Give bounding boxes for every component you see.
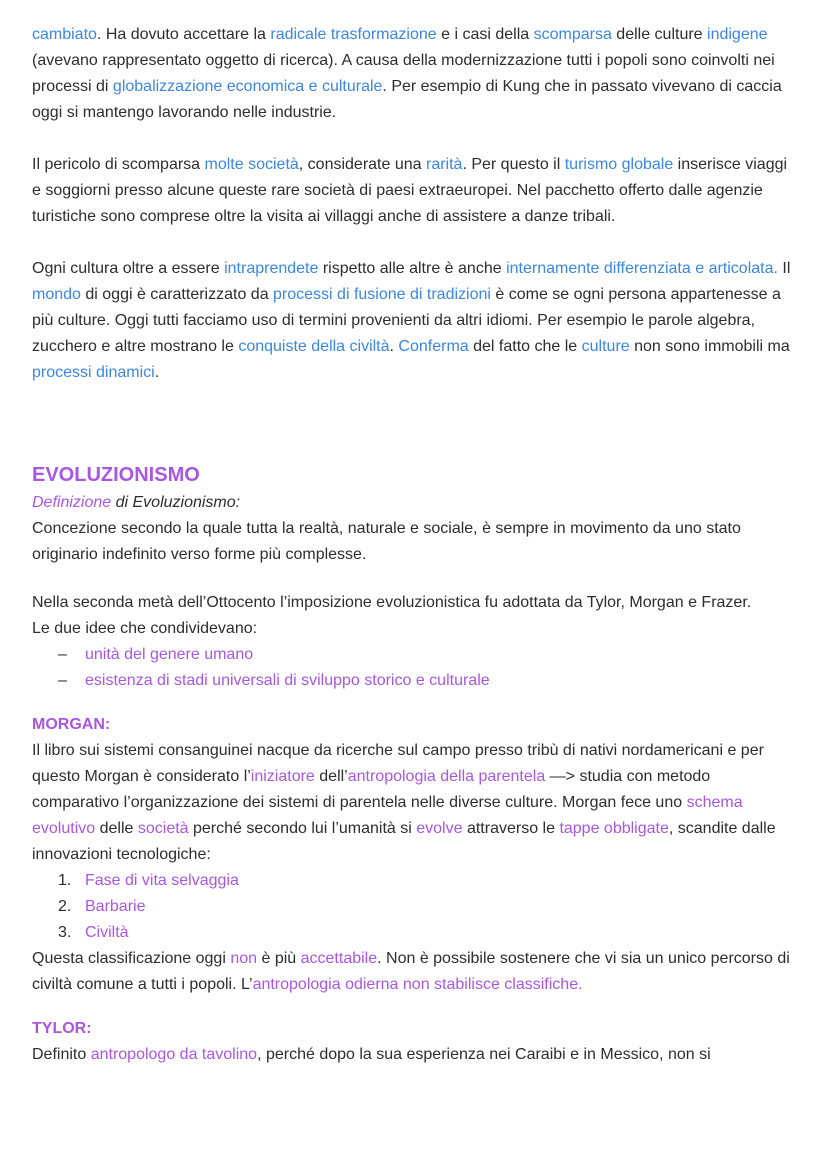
- paragraph-morgan: Il libro sui sistemi consanguinei nacque da ricerche sul campo presso tribù di nativi nordamericani e per questo Morgan è considerato l’iniziatore dell’antropologia della parentela —> studia con metodo comparativo l’organizzazione dei sistemi di parentela nelle diverse culture. Morgan fece uno schema evolutivo delle società perché secondo lui l’umanità si evolve attraverso le tappe obbligate, scandite dalle innovazioni tecnologiche:: [32, 742, 776, 863]
- paragraph-spacer: [32, 568, 796, 590]
- paragraph-ottocento: Nella seconda metà dell’Ottocento l’imposizione evoluzionistica fu adottata da Tylor, Morgan e Frazer.: [32, 594, 752, 611]
- list-item-text: Fase di vita selvaggia: [85, 872, 239, 889]
- paragraph-spacer: [32, 126, 796, 152]
- paragraph-disappearing-societies: Il pericolo di scomparsa molte società, considerate una rarità. Per questo il turismo globale inserisce viaggi e soggiorni presso alcune queste rare società di paesi extraeuropei. Nel pacchetto offerto dalle agenzie turistiche sono comprese oltre la visita ai villaggi anche di assistere a danze tribali.: [32, 156, 788, 225]
- paragraph-spacer: [32, 230, 796, 256]
- definition-body: Concezione secondo la quale tutta la realtà, naturale e sociale, è sempre in movimento da uno stato originario indefinito verso forme più complesse.: [32, 520, 741, 563]
- paragraph-internal-differentiation: Ogni cultura oltre a essere intraprendete rispetto alle altre è anche internamente differenziata e articolata. Il mondo di oggi è caratterizzato da processi di fusione di tradizioni è come se ogni persona appartenesse a più culture. Oggi tutti facciamo uso di termini provenienti da altri idiomi. Per esempio le parole algebra, zucchero e altre mostrano le conquiste della civiltà. Conferma del fatto che le culture non sono immobili ma processi dinamici.: [32, 260, 791, 381]
- list-item-text: esistenza di stadi universali di sviluppo storico e culturale: [85, 672, 490, 689]
- list-item-barbarie: [32, 894, 796, 920]
- dash-bullet: –: [58, 646, 67, 663]
- subheading-morgan: MORGAN:: [32, 716, 111, 733]
- definition-label-line: Definizione di Evoluzionismo:: [32, 494, 241, 511]
- paragraph-tylor: Definito antropologo da tavolino, perché dopo la sua esperienza nei Caraibi e in Messico, non si: [32, 1046, 711, 1063]
- dash-bullet: –: [58, 672, 67, 689]
- subheading-tylor: TYLOR:: [32, 1020, 92, 1037]
- list-item-stadi-universali: [32, 668, 796, 694]
- list-item-text: unità del genere umano: [85, 646, 254, 663]
- section-spacer: [32, 386, 796, 460]
- list-item-text: Civiltà: [85, 924, 129, 941]
- list-item-text: Barbarie: [85, 898, 146, 915]
- number-bullet: 1.: [58, 872, 72, 889]
- line-due-idee: Le due idee che condividevano:: [32, 620, 258, 637]
- list-item-fase-vita-selvaggia: [32, 868, 796, 894]
- section-heading-evoluzionismo: EVOLUZIONISMO: [32, 464, 200, 486]
- paragraph-classificazione: Questa classificazione oggi non è più accettabile. Non è possibile sostenere che vi sia un unico percorso di civiltà comune a tutti i popoli. L’antropologia odierna non stabilisce classifiche.: [32, 950, 790, 993]
- section-spacer: [32, 998, 796, 1016]
- paragraph-culture-change: cambiato. Ha dovuto accettare la radicale trasformazione e i casi della scomparsa delle culture indigene (avevano rappresentato oggetto di ricerca). A causa della modernizzazione tutti i popoli sono coinvolti nei processi di globalizzazione economica e culturale. Per esempio di Kung che in passato vivevano di caccia oggi si mantengo lavorando nelle industrie.: [32, 26, 782, 121]
- number-bullet: 3.: [58, 924, 72, 941]
- section-spacer: [32, 694, 796, 712]
- number-bullet: 2.: [58, 898, 72, 915]
- list-item-unita-genere-umano: [32, 642, 796, 668]
- list-item-civilta: [32, 920, 796, 946]
